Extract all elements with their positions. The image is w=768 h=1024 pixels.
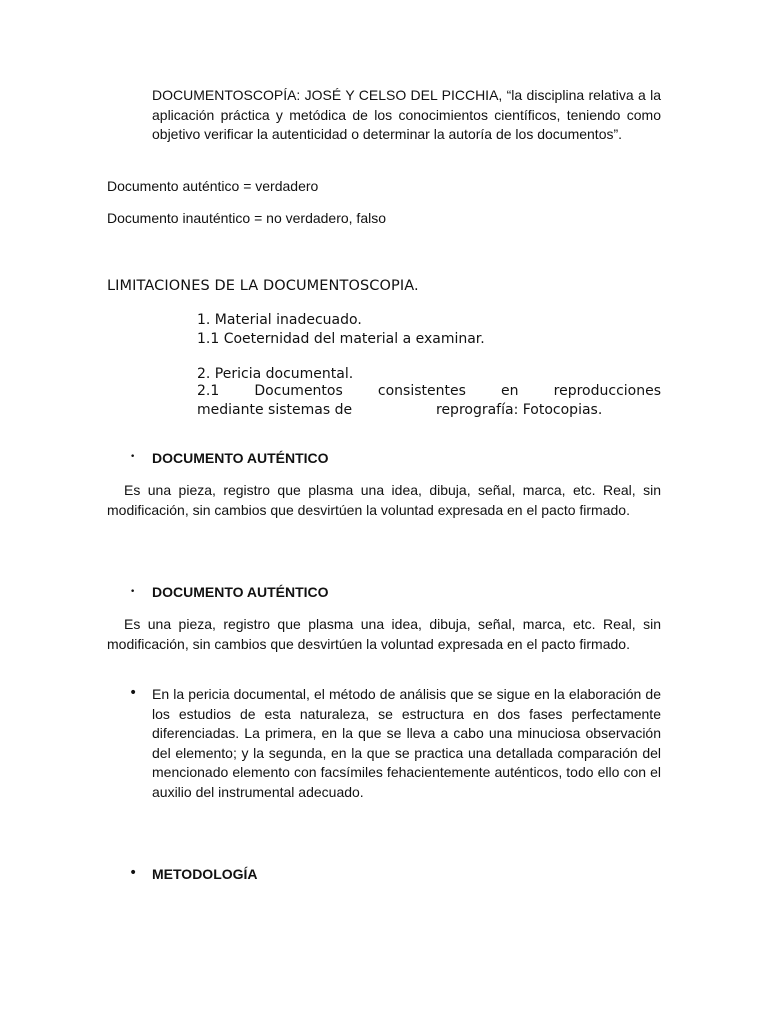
inauthentic-definition: Documento inauténtico = no verdadero, falso	[107, 210, 387, 226]
definition-paragraph: DOCUMENTOSCOPÍA: JOSÉ Y CELSO DEL PICCHIA, “la disciplina relativa a la aplicación práctica y metódica de los conocimientos científicos, teniendo como objetivo verificar la autenticidad o determinar la autoría de los documentos”.	[152, 87, 661, 142]
bullet-icon: •	[130, 452, 136, 462]
bullet-icon: •	[129, 685, 138, 701]
bullet-icon: •	[130, 587, 136, 597]
section-2-body: Es una pieza, registro que plasma una idea, dibuja, señal, marca, etc. Real, sin modificación, sin cambios que desvirtúen la voluntad expresada en el pacto firmado.	[107, 616, 661, 652]
limitation-item-2: 2. Pericia documental.	[197, 366, 354, 382]
limitations-heading: LIMITACIONES DE LA DOCUMENTOSCOPIA.	[107, 278, 419, 294]
limitation-item-2-1-continuation-b: reprografía: Fotocopias.	[436, 402, 603, 418]
authentic-definition: Documento auténtico = verdadero	[107, 178, 319, 194]
limitation-item-1-1: 1.1 Coeternidad del material a examinar.	[197, 331, 485, 347]
limitation-item-2-1: 2.1 Documentos consistentes en reproducciones	[197, 383, 661, 399]
section-2-title: DOCUMENTO AUTÉNTICO	[152, 584, 329, 600]
section-1-title: DOCUMENTO AUTÉNTICO	[152, 450, 329, 466]
bullet-icon: •	[129, 865, 138, 881]
method-paragraph: En la pericia documental, el método de análisis que se sigue en la elaboración de los estudios de esta naturaleza, se estructura en dos fases perfectamente diferenciadas. La primera, en la que se lleva a cabo una minuciosa observación del elemento; y la segunda, en la que se practica una detallada comparación del mencionado elemento con facsímiles fehacientemente auténticos, todo ello con el auxilio del instrumental adecuado.	[152, 686, 661, 800]
section-1-body: Es una pieza, registro que plasma una idea, dibuja, señal, marca, etc. Real, sin modificación, sin cambios que desvirtúen la voluntad expresada en el pacto firmado.	[107, 482, 661, 518]
limitation-item-2-1-continuation: mediante sistemas de	[197, 402, 353, 418]
limitation-item-1: 1. Material inadecuado.	[197, 312, 362, 328]
methodology-title: METODOLOGÍA	[152, 866, 258, 882]
